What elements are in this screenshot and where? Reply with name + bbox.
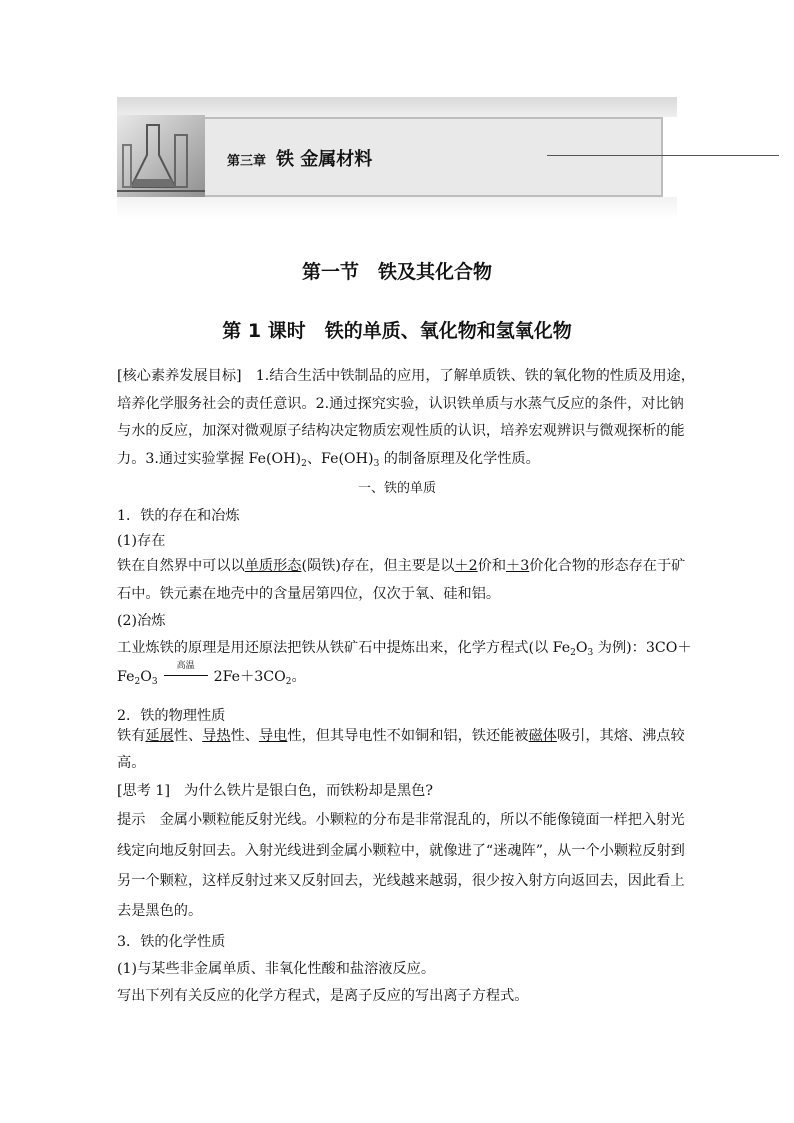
chapter-label: 第三章 (227, 154, 267, 169)
subscript: 2 (301, 459, 307, 469)
subscript: 3 (587, 648, 594, 658)
banner-top-strip (117, 97, 677, 117)
lesson-title: 第 1 课时 铁的单质、氧化物和氢氧化物 (222, 320, 572, 342)
chapter-name: 铁 金属材料 (276, 149, 373, 170)
banner-rule (547, 155, 779, 156)
section-2-para-2: 高。 (117, 755, 146, 771)
text: O (140, 669, 152, 685)
text: O (575, 640, 588, 656)
text: Fe (117, 669, 135, 685)
section-1-para-3 (117, 638, 692, 658)
subscript: 2 (285, 677, 292, 687)
text: 为例)：3CO＋ (593, 640, 692, 656)
goals-line-3: 与水的反应，加深对微观原子结构决定物质宏观性质的认识，培养宏观辨识与微观探析的能 (117, 423, 685, 439)
subscript: 3 (151, 677, 158, 687)
text: 力。3.通过实验掌握 Fe(OH) (117, 451, 302, 467)
hint-line-1: 提示 金属小颗粒能反射光线。小颗粒的分布是非常混乱的，所以不能像镜面一样把入射光 (117, 812, 685, 828)
text: 价和 (477, 558, 507, 574)
hint-line-3: 另一个颗粒，这样反射过来又反射回去，光线越来越弱，很少按入射方向返回去，因此看上 (117, 873, 685, 889)
text: 、Fe(OH) (306, 451, 374, 467)
text: (陨铁)存在，但主要是以 (301, 558, 455, 574)
section-title: 第一节 铁及其化合物 (301, 261, 492, 283)
chapter-banner (117, 97, 677, 222)
banner-bottom-strip (117, 197, 677, 219)
answer-blank: 导电 (258, 728, 288, 744)
subscript: 2 (134, 677, 141, 687)
section-1-heading: 1．铁的存在和冶炼 (117, 508, 240, 524)
section-2-para-1 (117, 726, 685, 746)
subscript: 3 (373, 459, 380, 469)
answer-blank: ＋2 (454, 558, 478, 574)
section-1-para-1 (117, 556, 685, 576)
goals-line-2: 培养化学服务社会的责任意识。2.通过探究实验，认识铁单质与水蒸气反应的条件，对比钠 (117, 396, 684, 412)
reaction-arrow (164, 675, 208, 676)
section-2-heading: 2．铁的物理性质 (117, 708, 226, 724)
text: 。 (291, 669, 306, 685)
text: 价化合物的形态存在于矿 (529, 558, 686, 574)
goals-line-4 (117, 449, 540, 469)
hint-line-2: 线定向地反射回去。入射光线进到金属小颗粒中，就像进了“迷魂阵”，从一个小颗粒反射到 (117, 843, 685, 859)
section-1-sub-2: (2)冶炼 (117, 613, 166, 629)
reaction-condition (164, 661, 208, 687)
text: 工业炼铁的原理是用还原法把铁从铁矿石中提炼出来，化学方程式(以 Fe (117, 640, 571, 656)
section-1-para-2: 石中。铁元素在地壳中的含量居第四位，仅次于氧、硅和铝。 (117, 586, 501, 602)
chapter-title (227, 145, 372, 171)
section-3-sub-1: (1)与某些非金属单质、非氧化性酸和盐溶液反应。 (117, 961, 436, 977)
lab-glassware-image (117, 115, 205, 199)
hint-line-4: 去是黑色的。 (117, 903, 203, 919)
subscript: 2 (570, 648, 576, 658)
condition-label: 高温 (176, 661, 195, 671)
section-3-para-1: 写出下列有关反应的化学方程式，是离子反应的写出离子方程式。 (117, 988, 529, 1004)
answer-blank: 磁体 (528, 728, 557, 744)
answer-blank: ＋3 (506, 558, 530, 574)
text: 的制备原理及化学性质。 (379, 451, 540, 467)
goals-line-1: [核心素养发展目标] 1.结合生活中铁制品的应用，了解单质铁、铁的氧化物的性质及用途， (117, 368, 695, 384)
text: 吸引，其熔、沸点较 (556, 728, 685, 744)
section-1-sub-1: (1)存在 (117, 533, 166, 549)
smelting-equation (117, 661, 306, 687)
answer-blank: 单质形态 (244, 558, 302, 574)
think-question: [思考 1] 为什么铁片是银白色，而铁粉却是黑色? (117, 783, 433, 799)
text: 性、 (230, 728, 259, 744)
part-heading: 一、铁的单质 (357, 481, 436, 496)
answer-blank: 导热 (202, 728, 231, 744)
answer-blank: 延展 (145, 728, 174, 744)
section-3-heading: 3．铁的化学性质 (117, 934, 226, 950)
text: 铁有 (117, 728, 146, 744)
text: 铁在自然界中可以以 (117, 558, 245, 574)
text: 性，但其导电性不如铜和铝，铁还能被 (287, 728, 529, 744)
text: 2Fe＋3CO (213, 669, 286, 685)
text: 性、 (173, 728, 203, 744)
